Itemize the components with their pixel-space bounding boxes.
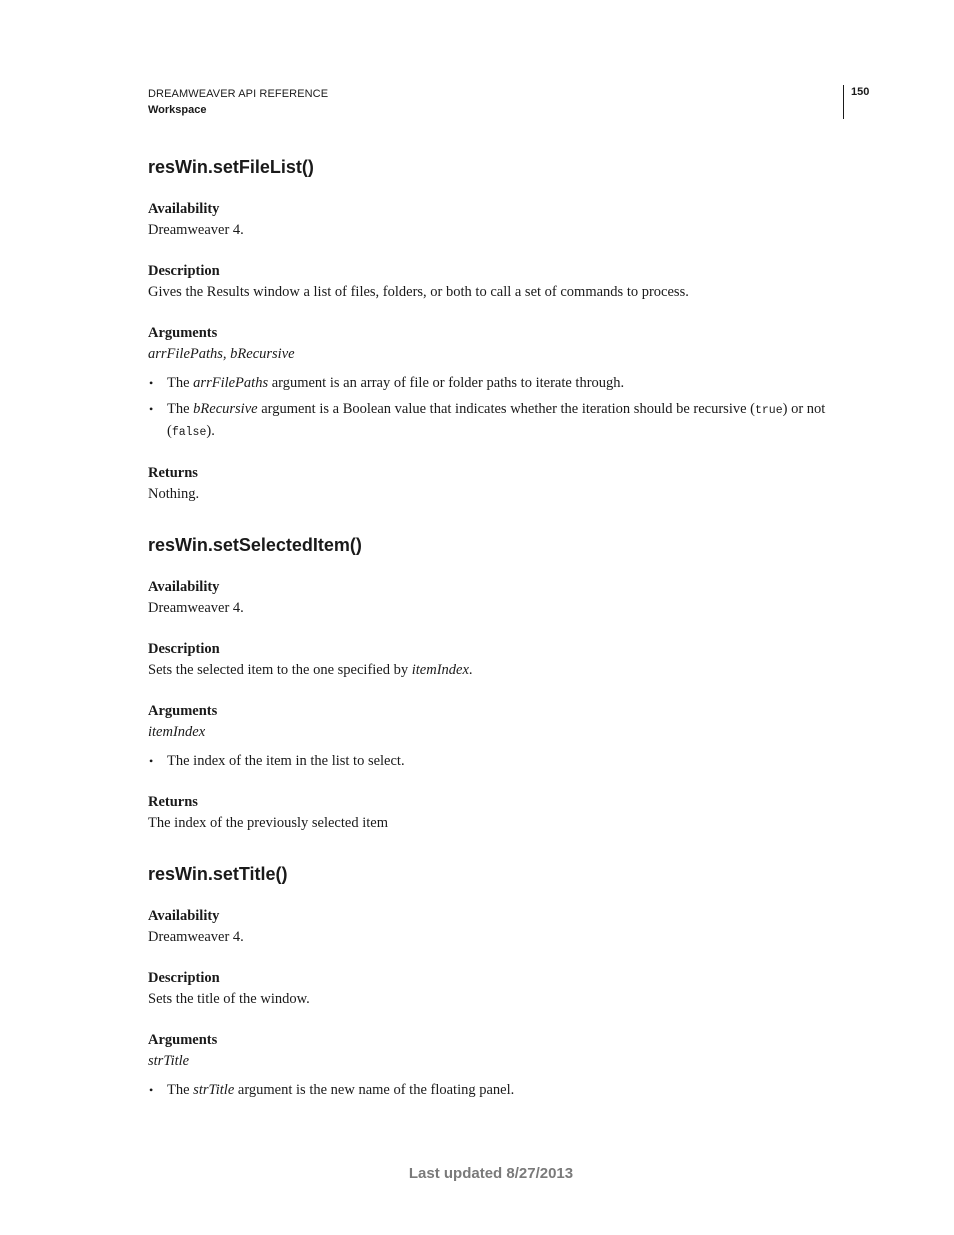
- code-literal: true: [755, 404, 783, 417]
- section-title: resWin.setTitle(): [148, 864, 288, 884]
- list-item: • The arrFilePaths argument is an array of file or folder paths to iterate through.: [148, 373, 848, 394]
- arguments-heading: Arguments: [148, 1032, 218, 1048]
- description-heading: Description: [148, 641, 220, 657]
- returns-heading: Returns: [148, 465, 198, 481]
- availability-text: Dreamweaver 4.: [148, 929, 244, 945]
- availability-heading: Availability: [148, 579, 220, 595]
- running-header-title: DREAMWEAVER API REFERENCE: [148, 88, 329, 100]
- description-heading: Description: [148, 970, 220, 986]
- description-heading: Description: [148, 263, 220, 279]
- running-header-section: Workspace: [148, 104, 207, 116]
- page-footer: [0, 1165, 954, 1182]
- list-item: • The index of the item in the list to select.: [148, 751, 848, 772]
- list-item: • The strTitle argument is the new name of the floating panel.: [148, 1080, 848, 1101]
- argument-list: [148, 1080, 848, 1101]
- arguments-signature: arrFilePaths, bRecursive: [148, 346, 295, 362]
- returns-text: The index of the previously selected item: [148, 815, 388, 831]
- availability-heading: Availability: [148, 908, 220, 924]
- returns-text: Nothing.: [148, 486, 200, 502]
- argument-list: [148, 751, 848, 772]
- argument-name: arrFilePaths: [193, 375, 269, 391]
- arguments-signature: strTitle: [148, 1053, 190, 1069]
- description-text: Gives the Results window a list of files, folders, or both to call a set of commands to process.: [148, 284, 689, 300]
- description-text: Sets the title of the window.: [148, 991, 310, 1007]
- argument-list: [148, 373, 848, 443]
- returns-heading: Returns: [148, 794, 198, 810]
- arguments-heading: Arguments: [148, 703, 218, 719]
- section-title: resWin.setFileList(): [148, 157, 314, 177]
- availability-text: Dreamweaver 4.: [148, 600, 244, 616]
- argument-name: strTitle: [193, 1082, 235, 1098]
- last-updated-text: Last updated 8/27/2013: [408, 1165, 574, 1182]
- list-item: • The bRecursive argument is a Boolean value that indicates whether the iteration should be recursive (true) or not (false).: [148, 399, 848, 443]
- page-body: [148, 155, 848, 1106]
- header-divider: [843, 85, 844, 119]
- description-text: Sets the selected item to the one specified by itemIndex.: [148, 662, 473, 678]
- availability-heading: Availability: [148, 201, 220, 217]
- section-setselecteditem: [148, 533, 848, 834]
- section-settitle: [148, 862, 848, 1101]
- availability-text: Dreamweaver 4.: [148, 222, 244, 238]
- section-title: resWin.setSelectedItem(): [148, 535, 362, 555]
- arguments-heading: Arguments: [148, 325, 218, 341]
- page-number: 150: [851, 86, 870, 98]
- code-literal: false: [171, 426, 207, 439]
- section-setfilelist: [148, 155, 848, 505]
- argument-name: bRecursive: [193, 401, 258, 417]
- arguments-signature: itemIndex: [148, 724, 206, 740]
- argument-name: itemIndex: [411, 662, 469, 678]
